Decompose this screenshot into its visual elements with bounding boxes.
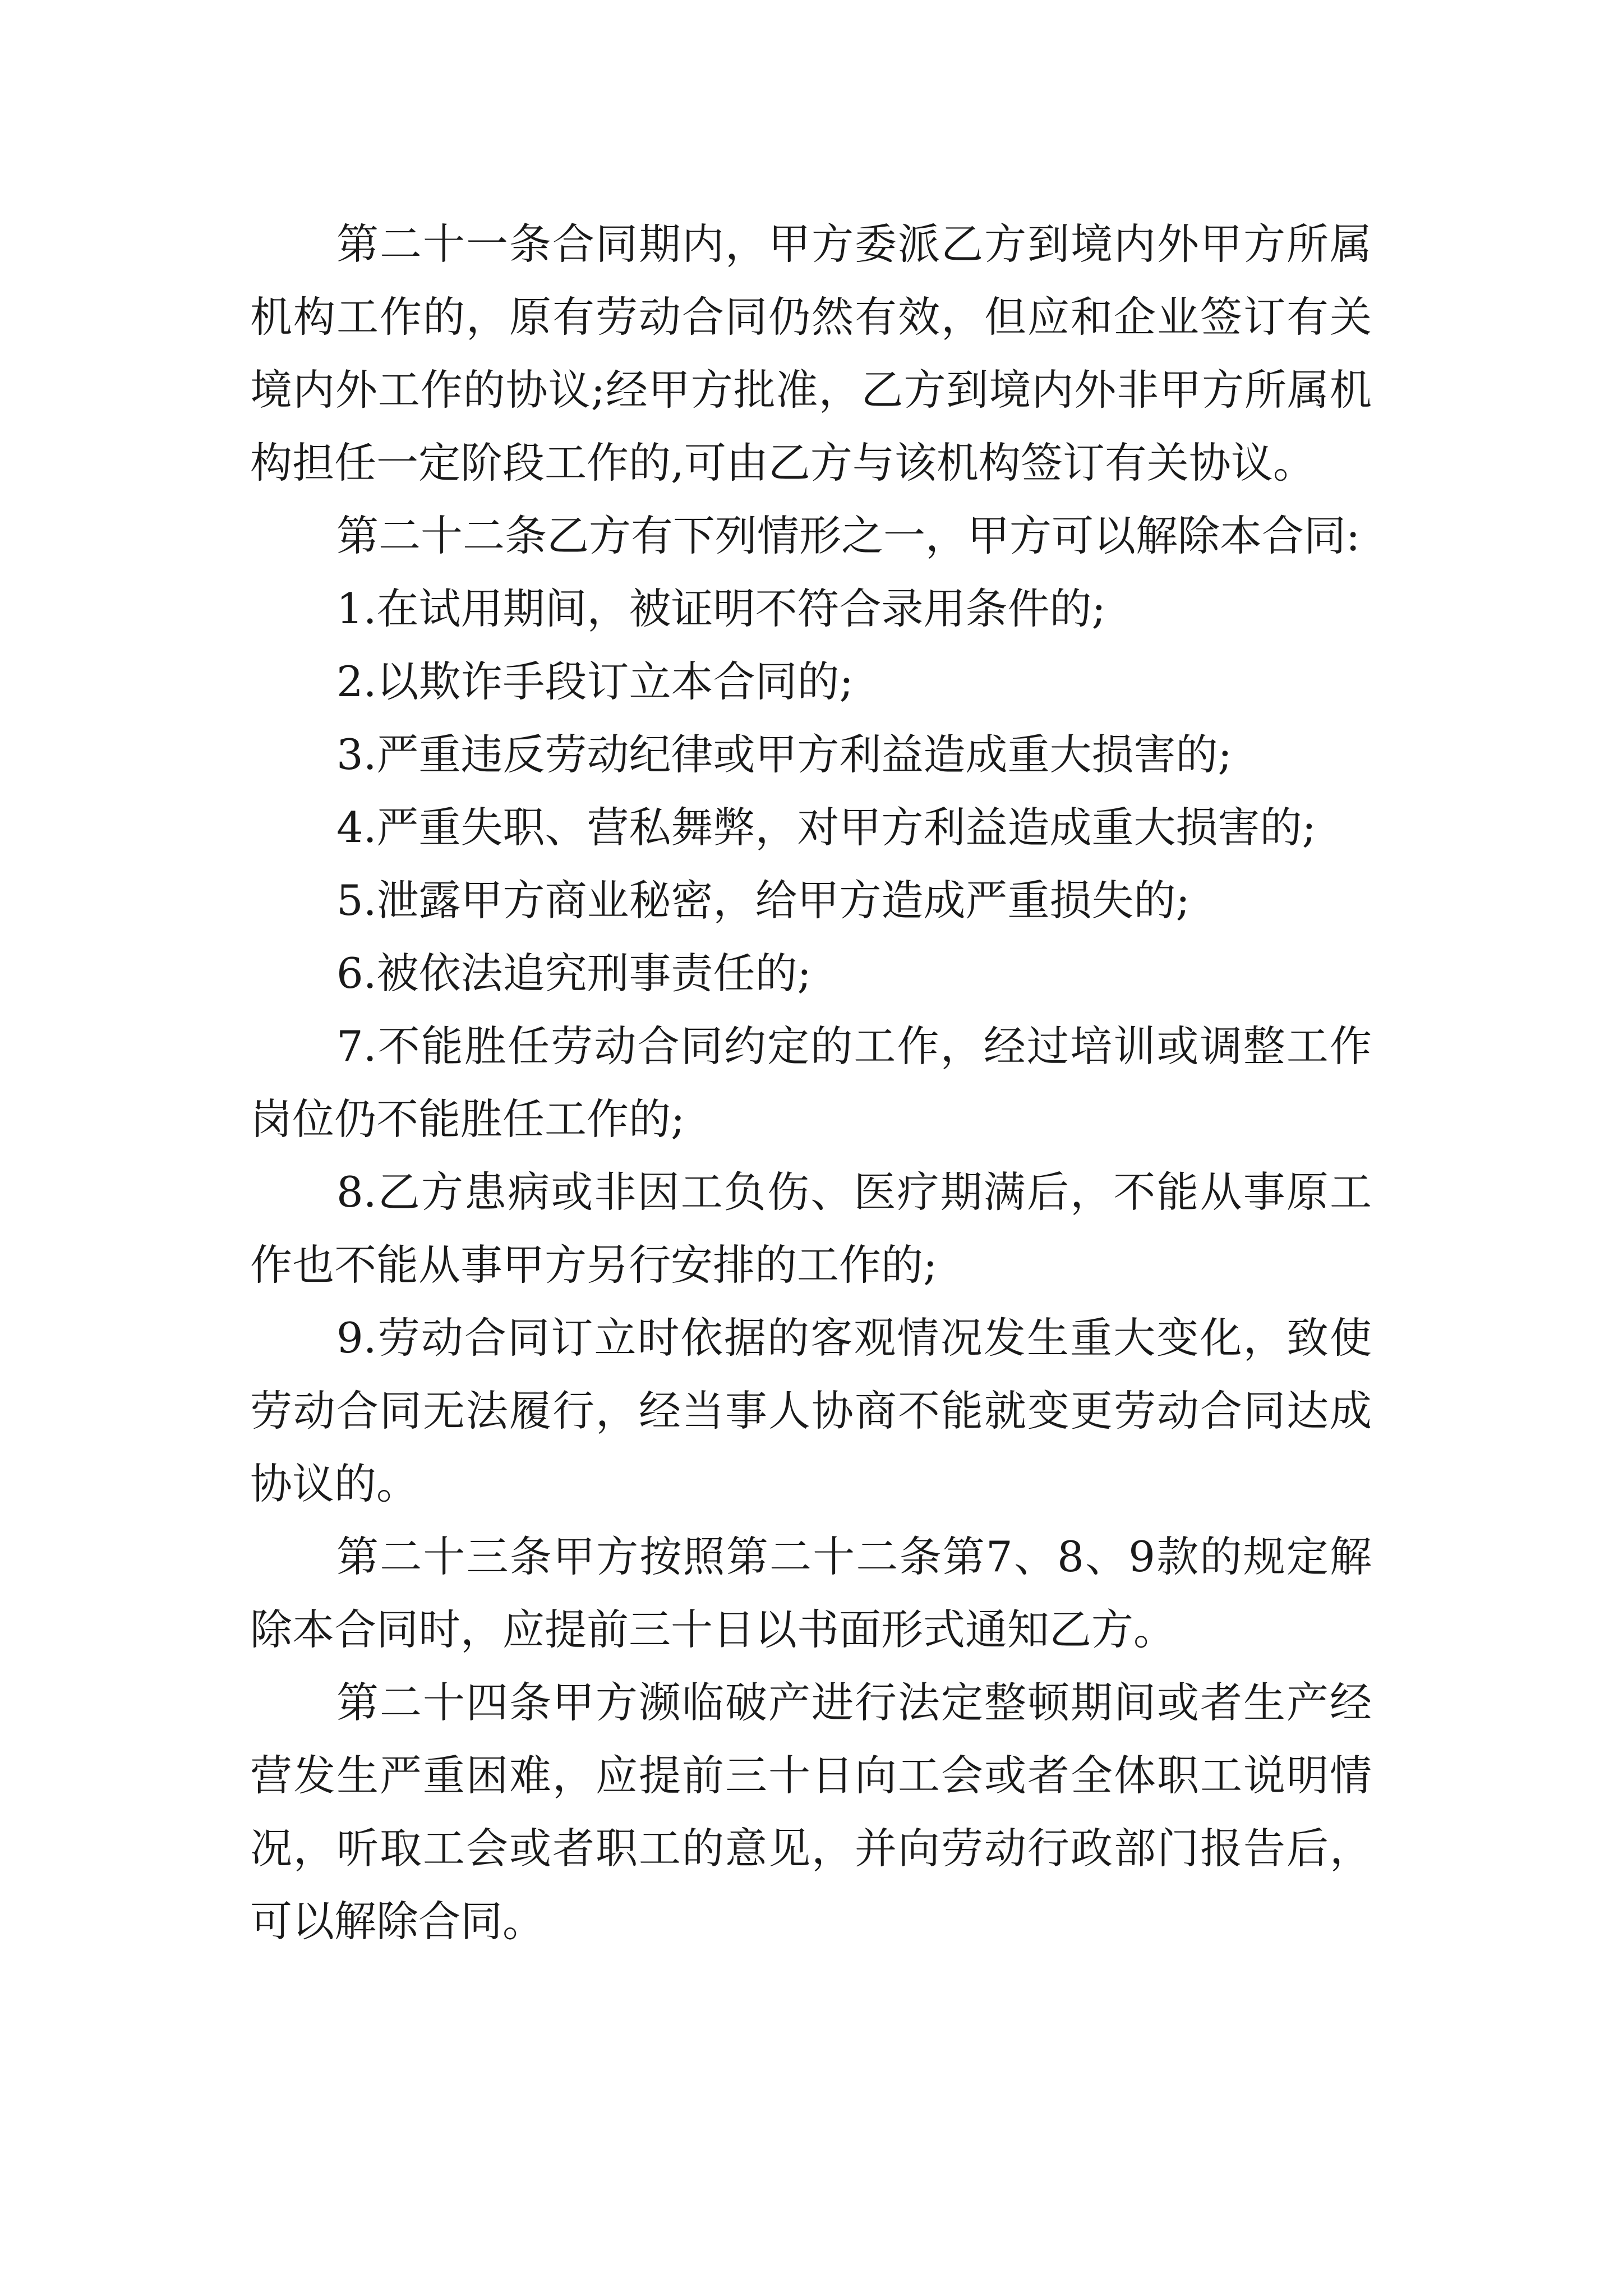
article-22-item-3: 3.严重违反劳动纪律或甲方利益造成重大损害的; xyxy=(336,730,1232,779)
article-22-paragraph: 第二十二条乙方有下列情形之一，甲方可以解除本合同: xyxy=(336,511,1361,560)
article-22-item-8: 8.乙方患病或非因工负伤、医疗期满后，不能从事原工作也不能从事甲方另行安排的工作的; xyxy=(250,1167,1372,1290)
article-22-item-2: 2.以欺诈手段订立本合同的; xyxy=(336,657,854,706)
article-22-item-5: 5.泄露甲方商业秘密，给甲方造成严重损失的; xyxy=(336,876,1190,925)
article-22-item-6: 6.被依法追究刑事责任的; xyxy=(336,949,811,998)
article-22-item-7: 7.不能胜任劳动合同约定的工作，经过培训或调整工作岗位仍不能胜任工作的; xyxy=(250,1022,1372,1144)
article-22-item-4: 4.严重失职、营私舞弊，对甲方利益造成重大损害的; xyxy=(336,803,1316,852)
article-21-paragraph: 第二十一条合同期内，甲方委派乙方到境内外甲方所属机构工作的，原有劳动合同仍然有效，但应和企业签订有关境内外工作的协议;经甲方批准，乙方到境内外非甲方所属机构担任一定阶段工作的,可由乙方与该机构签订有关协议。 xyxy=(250,219,1372,487)
article-22-item-9: 9.劳动合同订立时依据的客观情况发生重大变化，致使劳动合同无法履行，经当事人协商不能就变更劳动合同达成协议的。 xyxy=(250,1313,1372,1508)
contract-text xyxy=(250,208,1372,1958)
article-22-item-1: 1.在试用期间，被证明不符合录用条件的; xyxy=(336,584,1106,633)
article-24-paragraph: 第二十四条甲方濒临破产进行法定整顿期间或者生产经营发生严重困难，应提前三十日向工会或者全体职工说明情况，听取工会或者职工的意见，并向劳动行政部门报告后，可以解除合同。 xyxy=(250,1678,1372,1946)
article-23-paragraph: 第二十三条甲方按照第二十二条第7、8、9款的规定解除本合同时，应提前三十日以书面形式通知乙方。 xyxy=(250,1532,1372,1654)
